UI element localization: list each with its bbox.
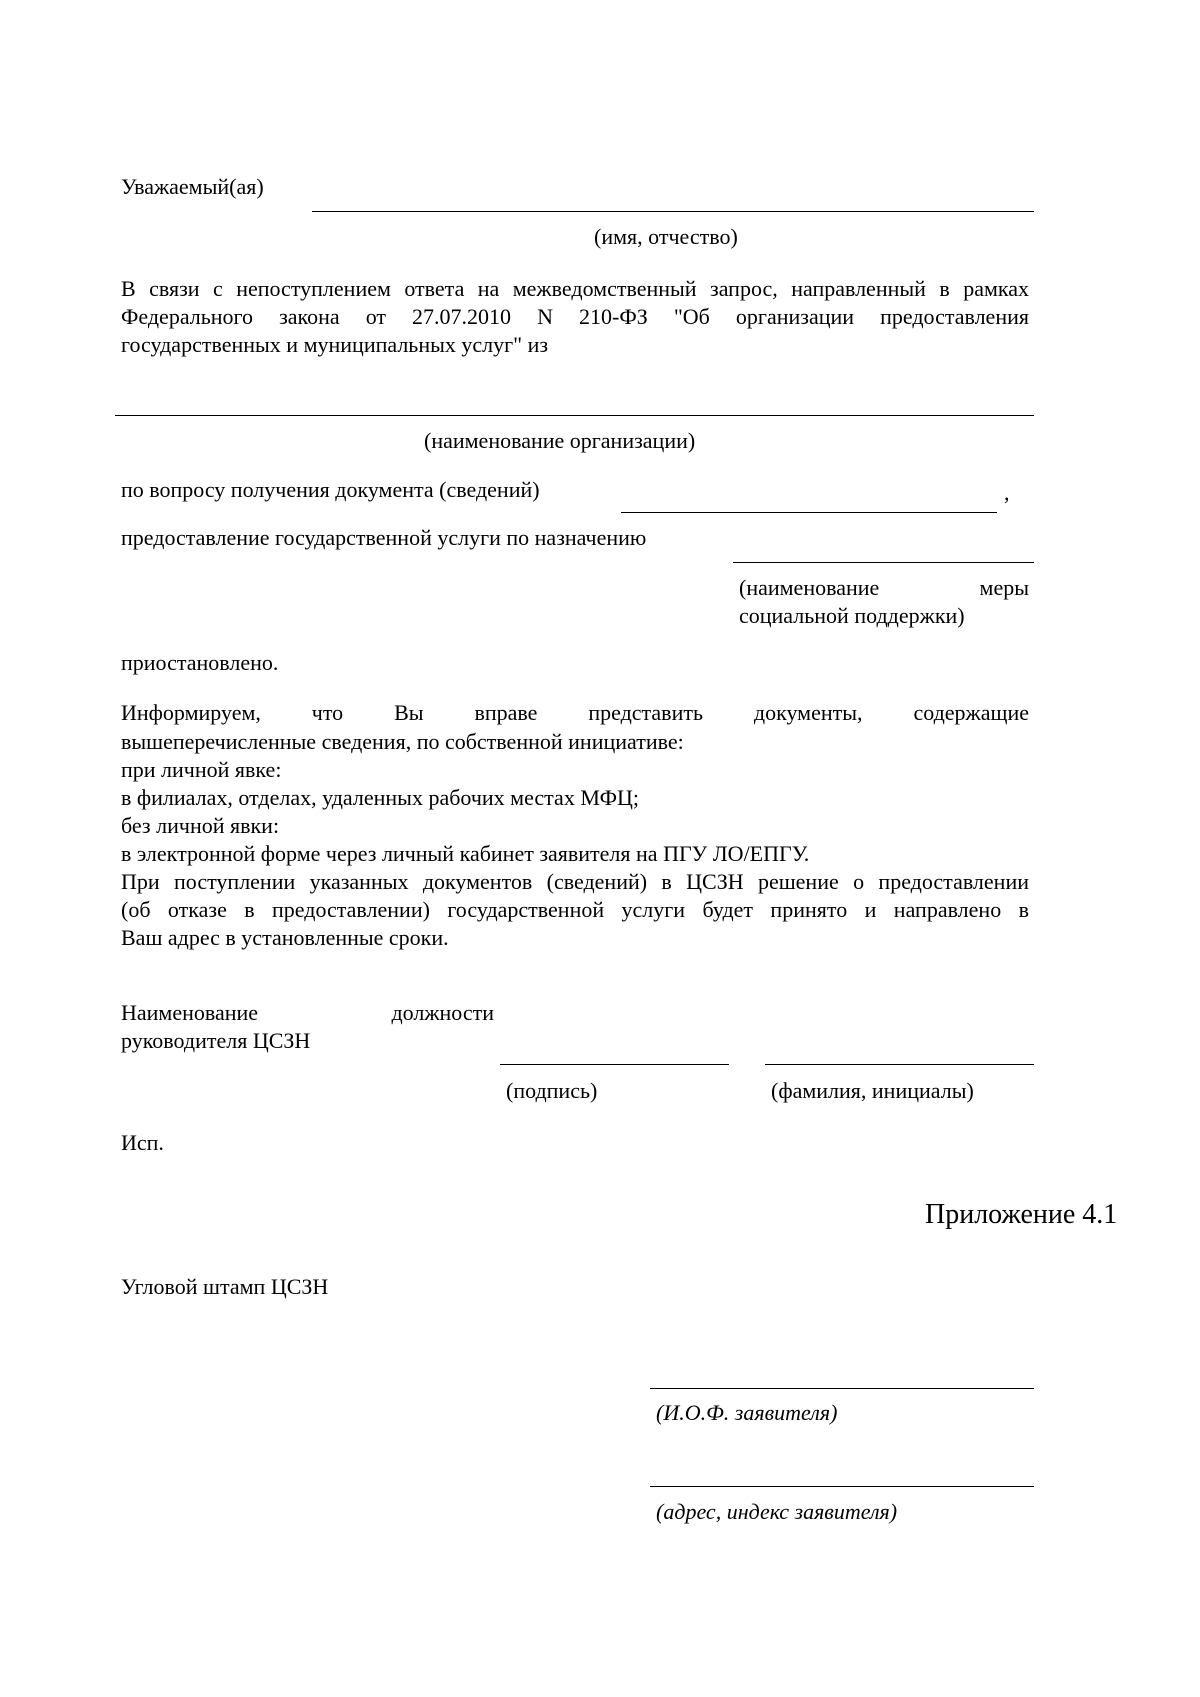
- inform-line: в электронной форме через личный кабинет заявителя на ПГУ ЛО/ЕПГУ.: [121, 841, 810, 866]
- intro-line: В связи с непоступлением ответа на межведомственный запрос, направленный в рамках: [121, 276, 1029, 301]
- applicant-address-caption: (адрес, индекс заявителя): [656, 1499, 898, 1524]
- salutation: Уважаемый(ая): [121, 174, 264, 199]
- inform-word: представить: [588, 700, 703, 725]
- signature-line: [500, 1064, 729, 1065]
- intro-line: Федерального закона от 27.07.2010 N 210-ФЗ "Об организации предоставления: [121, 304, 1029, 329]
- head-title-word: должности: [391, 1000, 494, 1025]
- measure-caption-word: (наименование: [739, 575, 880, 600]
- head-title-word: Наименование: [121, 1000, 259, 1025]
- inform-line: при личной явке:: [121, 757, 282, 782]
- inform-word: документы,: [753, 700, 863, 725]
- measure-line: [733, 562, 1034, 563]
- executor-label: Исп.: [121, 1130, 164, 1155]
- inform-line: в филиалах, отделах, удаленных рабочих местах МФЦ;: [121, 785, 639, 810]
- intro-paragraph: [121, 275, 1029, 359]
- inform-word: Информируем,: [121, 700, 261, 725]
- inform-word: что: [311, 700, 344, 725]
- organization-line: [115, 415, 1034, 416]
- measure-caption-word: меры: [979, 575, 1029, 600]
- measure-caption: [739, 575, 1029, 601]
- head-title-line2: руководителя ЦСЗН: [121, 1028, 311, 1053]
- corner-stamp-label: Угловой штамп ЦСЗН: [121, 1274, 329, 1299]
- inform-word: Вы: [394, 700, 424, 725]
- appendix-title: Приложение 4.1: [925, 1199, 1118, 1230]
- measure-caption-line2: социальной поддержки): [739, 603, 965, 628]
- head-title: [121, 1000, 494, 1026]
- document-line: [621, 512, 997, 513]
- decision-line: (об отказе в предоставлении) государственной услуги будет принято и направлено в: [121, 897, 1029, 922]
- decision-line: При поступлении указанных документов (сведений) в ЦСЗН решение о предоставлении: [121, 869, 1029, 894]
- applicant-address-line: [650, 1486, 1034, 1487]
- service-provision: предоставление государственной услуги по назначению: [121, 525, 647, 550]
- fullname-line: [765, 1064, 1034, 1065]
- organization-caption: (наименование организации): [424, 428, 696, 453]
- inform-first-line: [121, 700, 1029, 726]
- applicant-name-line: [650, 1388, 1034, 1389]
- inform-word: вправе: [474, 700, 538, 725]
- name-caption: (имя, отчество): [594, 224, 738, 249]
- inform-line: без личной явки:: [121, 813, 280, 838]
- inform-word: содержащие: [913, 700, 1029, 725]
- inform-paragraph: [121, 728, 1029, 952]
- intro-line: государственных и муниципальных услуг" из: [121, 332, 549, 357]
- applicant-name-caption: (И.О.Ф. заявителя): [656, 1400, 838, 1425]
- fullname-caption: (фамилия, инициалы): [771, 1078, 974, 1103]
- document-question: по вопросу получения документа (сведений): [121, 477, 540, 502]
- decision-line: Ваш адрес в установленные сроки.: [121, 925, 449, 950]
- signature-caption: (подпись): [506, 1078, 598, 1103]
- suspended-text: приостановлено.: [121, 650, 279, 675]
- inform-line: вышеперечисленные сведения, по собственной инициативе:: [121, 729, 684, 754]
- comma: ,: [1004, 480, 1010, 505]
- recipient-name-line: [312, 211, 1034, 212]
